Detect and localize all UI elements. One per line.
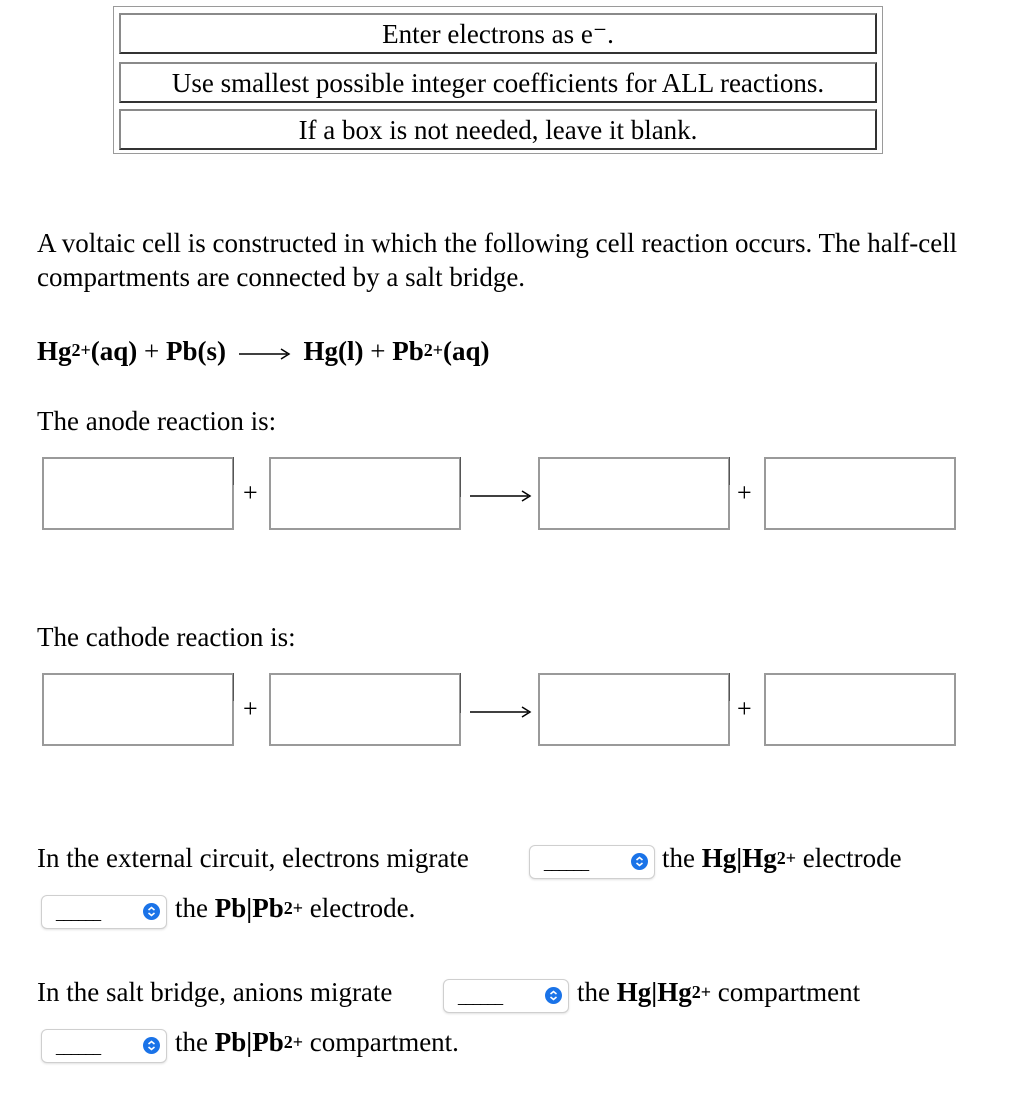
- divider: [460, 673, 461, 713]
- salt-bridge-hg-compartment-text: the $Hg|Hg^{2+}$ compartment: [577, 977, 861, 1007]
- anode-product-box-1[interactable]: [538, 457, 730, 530]
- salt-bridge-prefix: In the salt bridge, anions migrate: [37, 977, 393, 1007]
- instruction-coefficients: Use smallest possible integer coefficients for ALL reactions.: [119, 62, 877, 103]
- instruction-blank-box: If a box is not needed, leave it blank.: [119, 109, 877, 150]
- chevron-up-down-icon: [143, 903, 160, 920]
- external-direction-select-1[interactable]: [529, 845, 655, 879]
- anode-product-box-2[interactable]: [764, 457, 956, 530]
- divider: [233, 457, 234, 485]
- salt-bridge-direction-select-1[interactable]: [443, 979, 569, 1013]
- reactant-hg: Hg: [37, 336, 72, 366]
- reactant-hg-state: (aq): [90, 336, 138, 366]
- cathode-label: The cathode reaction is:: [37, 622, 296, 652]
- chevron-up-down-icon: [545, 987, 562, 1004]
- product-pb-state: (aq): [443, 336, 490, 366]
- anode-reactant-box-1[interactable]: [42, 457, 234, 530]
- product-pb: Pb: [392, 336, 424, 366]
- select-value: ______: [56, 1039, 101, 1056]
- salt-bridge-direction-select-2[interactable]: [41, 1029, 167, 1063]
- divider: [460, 457, 461, 497]
- anode-plus-left: +: [243, 478, 258, 507]
- instruction-electrons: Enter electrons as e⁻.: [119, 13, 877, 54]
- cathode-reactant-box-1[interactable]: [42, 673, 234, 746]
- cathode-reactant-box-2[interactable]: [269, 673, 461, 746]
- anode-label: The anode reaction is:: [37, 406, 277, 436]
- chevron-up-down-icon: [143, 1037, 160, 1054]
- product-pb-charge: 2+: [423, 340, 444, 360]
- reactant-pb: Pb(s): [166, 336, 227, 366]
- reaction-arrow-icon: [239, 347, 291, 361]
- instructions-table: [113, 6, 883, 154]
- anode-arrow-icon: [470, 489, 532, 503]
- select-value: ______: [458, 989, 503, 1006]
- anode-plus-right: +: [737, 478, 752, 507]
- external-direction-select-2[interactable]: [41, 895, 167, 929]
- cathode-plus-right: +: [737, 694, 752, 723]
- select-value: ______: [544, 855, 589, 872]
- salt-bridge-pb-compartment-text: the $Pb|Pb^{2+}$ compartment.: [175, 1027, 459, 1057]
- divider: [729, 457, 730, 485]
- product-hg: Hg(l): [303, 336, 364, 366]
- cathode-product-box-2[interactable]: [764, 673, 956, 746]
- external-hg-electrode-text: the $Hg|Hg^{2+}$ electrode: [662, 843, 902, 873]
- chevron-up-down-icon: [631, 853, 648, 870]
- cathode-product-box-1[interactable]: [538, 673, 730, 746]
- external-pb-electrode-text: the $Pb|Pb^{2+}$ electrode.: [175, 893, 416, 923]
- reactant-hg-charge: 2+: [71, 340, 91, 360]
- cell-reaction: [37, 336, 490, 367]
- reaction-plus-1: +: [144, 336, 160, 366]
- divider: [233, 673, 234, 701]
- external-circuit-prefix: In the external circuit, electrons migrate: [37, 843, 469, 873]
- cathode-arrow-icon: [470, 705, 532, 719]
- anode-reactant-box-2[interactable]: [269, 457, 461, 530]
- select-value: ______: [56, 905, 101, 922]
- intro-paragraph: A voltaic cell is constructed in which the following cell reaction occurs. The half-cell compartments are connected by a salt bridge.: [37, 228, 958, 292]
- reaction-plus-2: +: [370, 336, 386, 366]
- cathode-plus-left: +: [243, 694, 258, 723]
- divider: [729, 673, 730, 701]
